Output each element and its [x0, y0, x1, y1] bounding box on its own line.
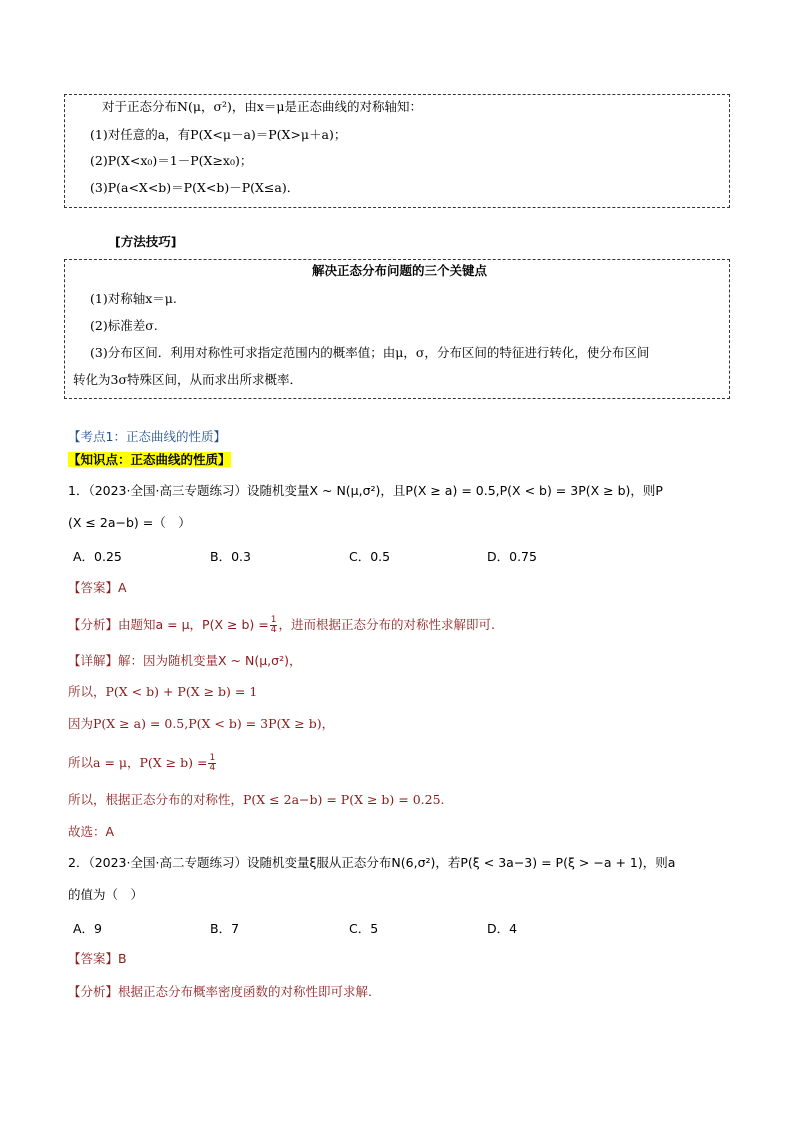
q1-stem-line-2: (X ≤ 2a−b) =（ ）	[68, 515, 191, 530]
q1-analysis-fraction	[270, 616, 278, 635]
q1-answer-label: 【答案】	[68, 580, 119, 595]
q2-stem-line-1: 2．（2023·全国·高二专题练习）设随机变量ξ服从正态分布N(6,σ²)，若P(ξ < 3a−3) = P(ξ > −a + 1)，则a	[68, 855, 676, 870]
q2-option-b: B．7	[210, 921, 240, 936]
method-heading: [方法技巧]	[115, 234, 177, 249]
q2-option-d: D．4	[487, 921, 518, 936]
q2-analysis	[68, 984, 372, 1000]
key-point-1: (1)对称轴x＝μ.	[90, 291, 177, 306]
q1-analysis	[68, 616, 495, 635]
q1-detail-4	[68, 754, 217, 773]
property-line-4: (3)P(a<X<b)＝P(X<b)－P(X≤a)．	[90, 180, 300, 195]
q2-analysis-text: 根据正态分布概率密度函数的对称性即可求解.	[118, 984, 372, 999]
q1-detail-3-a: 因为	[68, 716, 94, 731]
q1-detail-5-b: P(X ≤ 2a−b) = P(X ≥ b) = 0.25.	[243, 792, 445, 807]
q1-detail-4-b: a = μ，P(X ≥ b) =	[93, 755, 208, 770]
q1-detail-3	[68, 716, 334, 732]
q1-analysis-text-b: ，进而根据正态分布的对称性求解即可.	[278, 617, 495, 632]
q2-option-a: A．9	[73, 921, 103, 936]
q1-detail-label: 【详解】	[68, 653, 119, 668]
q1-detail-2	[68, 684, 257, 700]
fraction-denominator: 4	[270, 625, 277, 635]
q2-answer	[68, 951, 127, 967]
q1-analysis-label: 【分析】	[68, 617, 119, 632]
q2-analysis-label: 【分析】	[68, 984, 119, 999]
q1-answer	[68, 580, 127, 596]
q1-detail-4-a: 所以	[68, 755, 94, 770]
q2-stem-line-2: 的值为（ ）	[68, 887, 144, 902]
q1-detail-1	[68, 653, 301, 669]
q1-detail-5	[68, 792, 445, 808]
q1-detail-5-a: 所以，根据正态分布的对称性，	[68, 792, 244, 807]
q1-detail-3-b: P(X ≥ a) = 0.5,P(X < b) = 3P(X ≥ b)，	[93, 716, 335, 731]
property-line-3: (2)P(X<x₀)＝1－P(X≥x₀)；	[90, 153, 253, 168]
q2-answer-value: B	[118, 951, 127, 966]
q1-choose: 故选：A	[68, 824, 115, 839]
knowledge-point	[68, 452, 231, 468]
key-points-title: 解决正态分布问题的三个关键点	[312, 263, 488, 278]
property-line-1: 对于正态分布N(μ，σ²)，由x＝μ是正态曲线的对称轴知：	[102, 99, 423, 114]
q1-detail-2-a: 所以，	[68, 684, 106, 699]
q1-answer-value: A	[118, 580, 127, 595]
topic-heading: 【考点1：正态曲线的性质】	[68, 429, 226, 444]
q1-option-a: A．0.25	[73, 549, 122, 564]
q1-option-c: C．0.5	[349, 549, 391, 564]
knowledge-point-label: 【知识点：正态曲线的性质】	[68, 452, 231, 467]
fraction-denominator-2: 4	[209, 763, 216, 773]
q1-detail-text-1: 解：因为随机变量X ~ N(μ,σ²)，	[118, 653, 302, 668]
property-line-2: (1)对任意的a，有P(X<μ－a)＝P(X>μ＋a)；	[90, 127, 347, 142]
key-point-3: (3)分布区间．利用对称性可求指定范围内的概率值；由μ，σ，分布区间的特征进行转化，使分布区间	[90, 345, 650, 360]
fraction-numerator: 1	[270, 615, 277, 625]
q1-stem-line-1: 1．（2023·全国·高三专题练习）设随机变量X ~ N(μ,σ²)，且P(X ≥ a) = 0.5,P(X < b) = 3P(X ≥ b)，则P	[68, 483, 663, 498]
fraction-numerator-2: 1	[209, 753, 216, 763]
key-point-3-cont: 转化为3σ特殊区间，从而求出所求概率．	[73, 372, 302, 387]
key-point-2: (2)标准差σ.	[90, 318, 158, 333]
q1-option-d: D．0.75	[487, 549, 537, 564]
q1-option-b: B．0.3	[210, 549, 251, 564]
q2-option-c: C．5	[349, 921, 379, 936]
q1-analysis-text-a: 由题知a = μ，P(X ≥ b) =	[118, 617, 269, 632]
q1-detail-2-b: P(X < b) + P(X ≥ b) = 1	[105, 684, 258, 699]
q1-detail-fraction	[208, 754, 216, 773]
q2-answer-label: 【答案】	[68, 951, 119, 966]
